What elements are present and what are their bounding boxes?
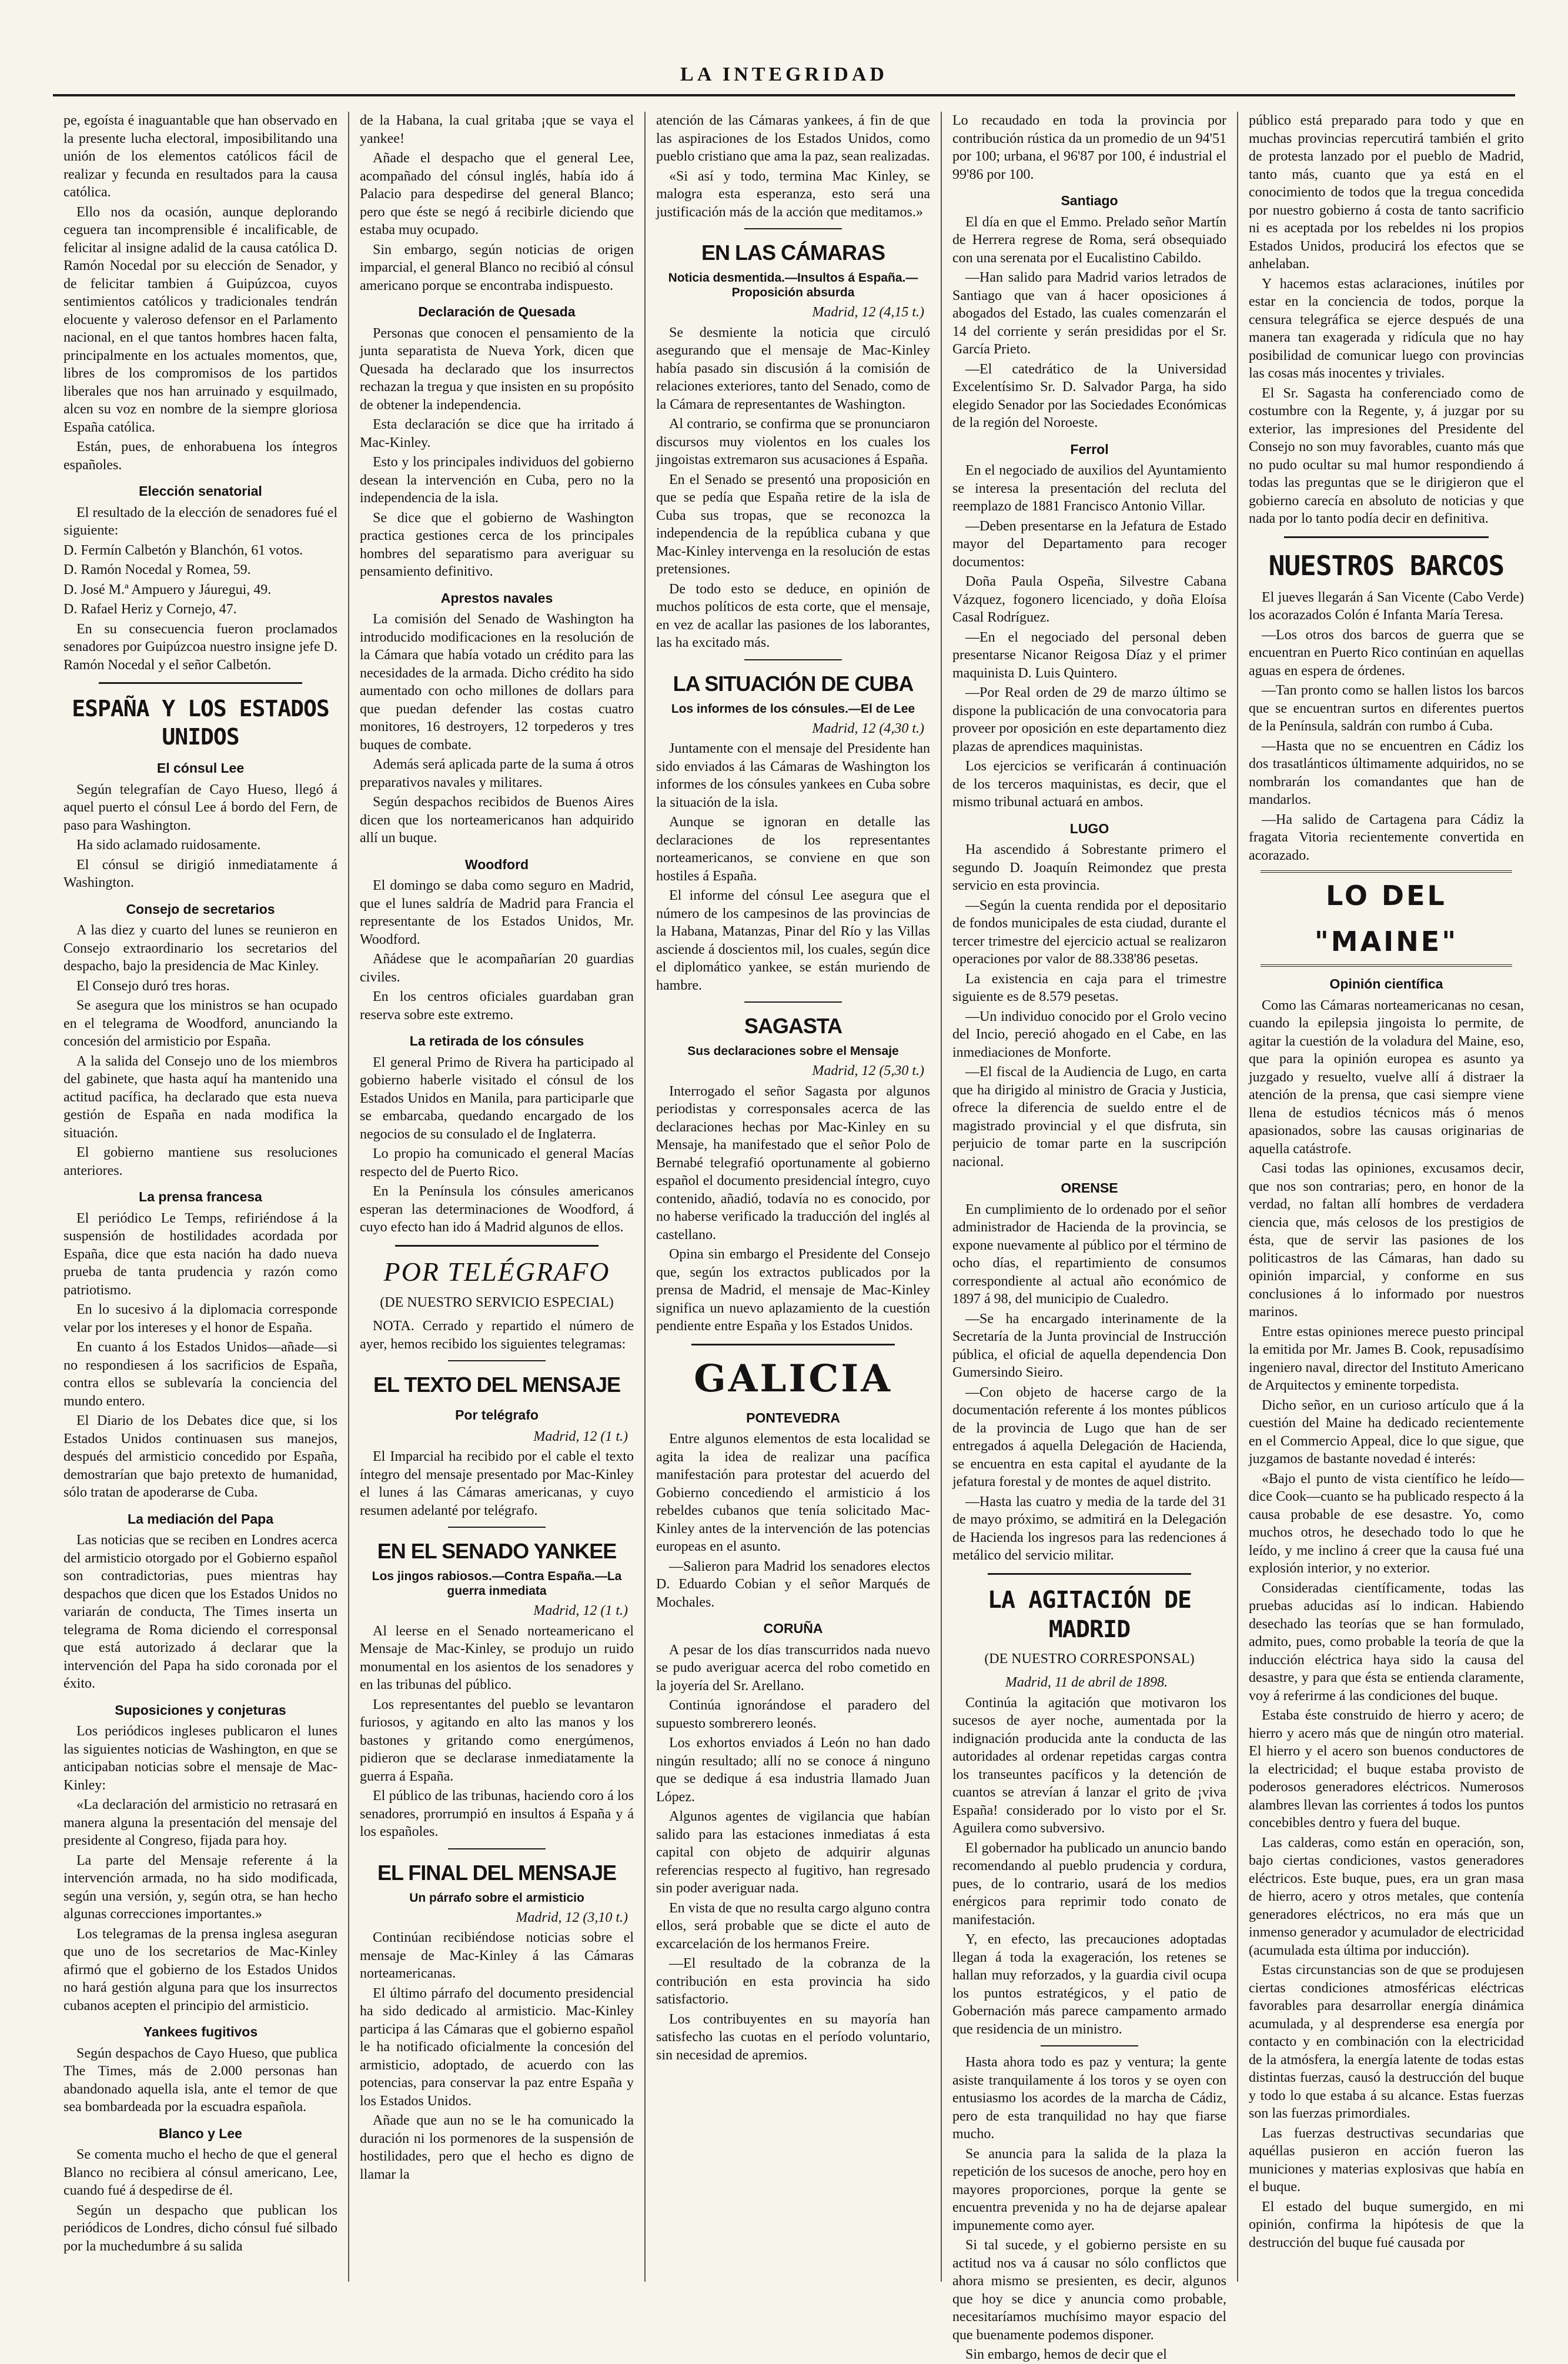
subheading: Santiago [1061,193,1118,208]
section-heading: SAGASTA [744,1014,842,1038]
paragraph: El último párrafo del documento presidencial ha sido dedicado al armisticio. Mac-Kinley participa á las Cámaras que el gobierno español le ha notificado oficialmente la concesión del armisticio, adoptado, de acuerdo con las potencias, para conservar la paz entre España y los Estados Unidos. [360,1985,634,2109]
section-heading: LA SITUACIÓN DE CUBA [673,671,914,696]
section-heading: EN EL SENADO YANKEE [377,1539,617,1563]
paragraph: En su consecuencia fueron proclamados senadores por Guipúzcoa nuestro insigne jefe D. Ramón Nocedal y el señor Calbetón. [63,621,337,673]
section-heading: GALICIA [694,1356,892,1401]
paragraph: En el negociado de auxilios del Ayuntamiento se interesa la presentación del recluta del reemplazo de 1881 Francisco Antonio Villar. [952,463,1226,514]
divider [395,1245,599,1247]
paragraph: Los exhortos enviados á León no han dado ningún resultado; allí no se conoce á ninguno que se dedique á esa industria llamado Juan López. [656,1735,930,1805]
subheading: Un párrafo sobre el armisticio [409,1891,584,1905]
paragraph: —Según la cuenta rendida por el depositario de fondos municipales de esta ciudad, durante el tercer trimestre del ejercicio actual se realizaron operaciones por valor de 88.338'86 pesetas. [952,897,1226,967]
paragraph: Según un despacho que publican los periódicos de Londres, dicho cónsul fué silbado por la muchedumbre á su salida [63,2202,337,2254]
paragraph: A las diez y cuarto del lunes se reunieron en Consejo extraordinario los secretarios del despacho, bajo la presidencia de Mac Kinley. [63,923,337,974]
subheading: Woodford [464,856,529,872]
dateline: Madrid, 11 de abril de 1898. [1005,1675,1168,1690]
paragraph: atención de las Cámaras yankees, á fin de que las aspiraciones de los Estados Unidos, como pueblo cristiano que ama la paz, sean realizadas. [656,113,930,164]
subheading: Sus declaraciones sobre el Mensaje [687,1044,899,1058]
paragraph: —Los otros dos barcos de guerra que se encuentran en Puerto Rico continúan en aquellas aguas en espera de órdenes. [1249,627,1524,679]
paragraph: Se asegura que los ministros se han ocupado en el telegrama de Woodford, anunciando la concesión del armisticio por España. [63,998,337,1049]
vote-line: D. Fermín Calbetón y Blanchón, 61 votos. [63,542,303,558]
column-3 [646,112,942,2282]
subheading: Noticia desmentida.—Insultos á España.—Proposición absurda [668,271,918,299]
paragraph: Continúan recibiéndose noticias sobre el mensaje de Mac-Kinley á las Cámaras norteamericanas. [360,1930,634,1981]
paragraph: Sin embargo, hemos de decir que el [965,2347,1167,2362]
vote-line: D. Ramón Nocedal y Romea, 59. [63,562,251,577]
paragraph: —En el negociado del personal deben presentarse Nicanor Reigosa Díaz y el primer maquinista D. Luis Quintero. [952,629,1226,681]
paragraph: Están, pues, de enhorabuena los íntegros españoles. [63,439,337,473]
paragraph: El Consejo duró tres horas. [76,978,230,994]
paragraph: El resultado de la elección de senadores fué el siguiente: [63,505,337,538]
paragraph: Según despachos recibidos de Buenos Aires dicen que los norteamericanos han adquirido allí un buque. [360,794,634,846]
divider [744,659,842,660]
newspaper-title: LA INTEGRIDAD [680,64,888,85]
paragraph: El público de las tribunas, haciendo coro á los senadores, prorrumpió en insultos á España y á los españoles. [360,1788,634,1839]
paragraph: —Ha salido de Cartagena para Cádiz la fragata Vitoria recientemente convertida en acorazado. [1249,812,1524,863]
subheading: La retirada de los cónsules [409,1033,584,1049]
column-4 [942,112,1238,2362]
paragraph: El día en que el Emmo. Prelado señor Martín de Herrera regrese de Roma, será obsequiado con una serenata por el Eucalistino Cabildo. [952,214,1226,266]
divider [1284,536,1489,538]
paragraph: Se desmiente la noticia que circuló asegurando que el mensaje de Mac-Kinley había pasado sin discusión á la comisión de relaciones exteriores, tanto del Senado, como de la Cámara de representantes de Washington. [656,325,930,412]
paragraph: Los periódicos ingleses publicaron el lunes las siguientes noticias de Washington, en que se anticipaban noticias sobre el mensaje de Mac-Kinley: [63,1724,337,1793]
paragraph: En cumplimiento de lo ordenado por el señor administrador de Hacienda de la provincia, se expone nuevamente al público por el término de ocho días, el repartimiento de consumos correspondiente al actual año económico de 1897 á 98, del municipio de Cualedro. [952,1201,1226,1307]
paragraph: Y hacemos estas aclaraciones, inútiles por estar en la conciencia de todos, porque la censura telegráfica se ejerce después de una manera tan exagerada y ridícula que no hay posibilidad de comunicar luego con provincias las cosas más inocentes y triviales. [1249,276,1524,381]
paragraph: —Con objeto de hacerse cargo de la documentación referente á los montes públicos de la provincia de Lugo que han de ser entregados á aquella Delegación de Hacienda, se encuentra en esta capital el ayudante de la jefatura forestal y de montes de aquel distrito. [952,1384,1226,1490]
divider [448,1848,546,1849]
paragraph: de la Habana, la cual gritaba ¡que se vaya el yankee! [360,113,634,146]
paragraph: Al leerse en el Senado norteamericano el Mensaje de Mac-Kinley, se produjo un ruido monumental en los asientos de los senadores y en las tribunas del público. [360,1623,634,1692]
paragraph: Las calderas, como están en operación, son, bajo ciertas condiciones, vastos generadores eléctricos. Este buque, pues, era un gran masa de hierro, acero y otros metales, que contenía generadores eléctricos, no era más que un inmenso generador y acumulador de electricidad (acumulada esta última por inducción). [1249,1835,1524,1958]
paragraph: En lo sucesivo á la diplomacia corresponde velar por los intereses y el honor de España. [63,1302,337,1335]
divider [691,1344,895,1345]
section-heading: LA AGITACIÓN DE MADRID [987,1586,1192,1643]
paragraph: Según despachos de Cayo Hueso, que publica The Times, más de 2.000 personas han abandonado aquella isla, ante el temor de que sea bombardeada por la escuadra española. [63,2045,337,2115]
subheading: Blanco y Lee [159,2125,242,2141]
paragraph: —Un individuo conocido por el Grolo vecino del Incio, pereció ahogado en el Cabe, en las inmediaciones de Monforte. [952,1009,1226,1060]
paragraph: Los telegramas de la prensa inglesa aseguran que uno de los secretarios de Mac-Kinley afirmó que el gobierno de los Estados Unidos no hará gestión alguna para que los insurrectos cubanos acepten el principio del armisticio. [63,1926,337,2014]
paragraph: —Hasta las cuatro y media de la tarde del 31 de mayo próximo, se admitirá en la Delegación de Hacienda los ingresos para las redenciones á metálico del servicio militar. [952,1494,1226,1563]
paragraph: —Hasta que no se encuentren en Cádiz los dos trasatlánticos últimamente adquiridos, no se nombrarán los comandantes que han de mandarlos. [1249,738,1524,807]
subheading: Los informes de los cónsules.—El de Lee [671,702,915,716]
paragraph: Entre estas opiniones merece puesto principal la emitida por Mr. James B. Cook, repusadísimo ingeniero naval, director del Instituto Americano de Arquitectos y eminente torpedista. [1249,1324,1524,1393]
paragraph: Consideradas científicamente, todas las pruebas aducidas así lo indican. Habiendo desechado las teorías que se han formulado, admito, pues, como probable la teoría de que la inducción eléctrica haya sido la causa del desastre, y para que ésta se entienda claramente, voy á referirme á las condiciones del buque. [1249,1580,1524,1704]
paragraph: Al contrario, se confirma que se pronunciaron discursos muy violentos en los cuales los jingoistas extremaron sus acusaciones á España. [656,416,930,468]
paragraph: Añádese que le acompañarían 20 guardias civiles. [360,951,634,985]
paragraph: —Salieron para Madrid los senadores electos D. Eduardo Cobian y el señor Marqués de Mochales. [656,1558,930,1610]
paragraph: Se anuncia para la salida de la plaza la repetición de los sucesos de anoche, pero hoy en mayores proporciones, porque la gente se encuentra prevenida y no ha de dejarse apalear impunemente como ayer. [952,2146,1226,2233]
section-heading: POR TELÉGRAFO [383,1256,610,1287]
paragraph: Añade que aun no se le ha comunicado la duración ni los pormenores de la suspensión de hostilidades, pero que el hecho es digno de llamar la [360,2113,634,2182]
subheading: ORENSE [1061,1180,1118,1196]
section-heading: LO DEL "MAINE" [1261,870,1512,967]
dateline: Madrid, 12 (4,30 t.) [812,720,924,736]
column-1 [53,112,349,2282]
subheading: LUGO [1069,820,1109,836]
paragraph: —Deben presentarse en la Jefatura de Estado mayor del Departamento para recoger documentos: [952,518,1226,570]
paragraph: El domingo se daba como seguro en Madrid, que el lunes saldría de Madrid para Francia el representante de los Estados Unidos, Mr. Woodford. [360,878,634,947]
dateline: Madrid, 12 (4,15 t.) [812,305,924,320]
paragraph: Y, en efecto, las precauciones adoptadas llegan á toda la exageración, los retenes se hallan muy reforzados, y la guardia civil ocupa los puntos estratégicos, y el patio de Gobernación más parece campamento armado que residencia de un ministro. [952,1932,1226,2037]
masthead [53,59,1515,96]
paragraph: Se dice que el gobierno de Washington practica gestiones cerca de los principales hombres del separatismo para averiguar su pensamiento definitivo. [360,510,634,579]
paragraph: Personas que conocen el pensamiento de la junta separatista de Nueva York, dicen que Quesada ha declarado que los insurrectos rechazan la tregua y que insisten en su propósito de obtener la independencia. [360,325,634,413]
paragraph: «Bajo el punto de vista científico he leído—dice Cook—cuanto se ha publicado respecto á la causa probable de ese desastre. Yo, como muchos otros, he desechado todo lo que he leído, y me inclino á creer que la causa fué una explosión interior, y no exterior. [1249,1471,1524,1576]
paragraph: Ha sido aclamado ruidosamente. [76,837,261,853]
section-subtitle: (DE NUESTRO SERVICIO ESPECIAL) [380,1294,614,1310]
subheading: La mediación del Papa [128,1511,273,1527]
paragraph: El Sr. Sagasta ha conferenciado como de costumbre con la Regente, y, á juzgar por su exterior, las impresiones del Presidente del Consejo no son muy favorables, cuanto más que no pudo ocultar su mal humor respondiendo á todas las preguntas que se le dirigieron que el gobierno carecía en absoluto de noticias y que nada por lo tanto podía decir en definitiva. [1249,385,1524,526]
paragraph: Opina sin embargo el Presidente del Consejo que, según los extractos publicados por la prensa de Madrid, el mensaje de Mac-Kinley significa un nuevo aplazamiento de la cuestión pendiente entre España y los Estados Unidos. [656,1247,930,1334]
vote-line: D. Rafael Heriz y Cornejo, 47. [63,602,237,617]
paragraph: Si tal sucede, y el gobierno persiste en su actitud nos va á causar no sólo conflictos que ahora mismo se presienten, es decir, algunos que hoy se dice y anuncia como probable, necesitaríamos muchísimo mayor espacio del que buenamente podemos disponer. [952,2238,1226,2343]
paragraph: El jueves llegarán á San Vicente (Cabo Verde) los acorazados Colón é Infanta María Teresa. [1249,589,1524,623]
section-heading: NUESTROS BARCOS [1268,549,1505,582]
dateline: Madrid, 12 (1 t.) [533,1428,628,1444]
paragraph: La comisión del Senado de Washington ha introducido modificaciones en la resolución de la Cámara que había votado un crédito para las necesidades de la armada. Dicho crédito ha sido aumentado con ocho millones de dollars para que puedan defender las costas cuatro monitores, 16 destroyers, 12 torpederos y tres buques de combate. [360,612,634,753]
dateline: Madrid, 12 (3,10 t.) [516,1909,628,1925]
subheading: Yankees fugitivos [143,2024,258,2039]
paragraph: En el Senado se presentó una proposición en que se pedía que España retire de la isla de Cuba sus tropas, que se reconozca la independencia de la república cubana y que Mac-Kinley intervenga en la resolución de estas pretensiones. [656,472,930,577]
paragraph: En cuanto á los Estados Unidos—añade—si no respondiesen á los sacrificios de España, contra ellos se sublevaría la conciencia del mundo entero. [63,1340,337,1409]
column-2 [349,112,646,2282]
subheading: CORUÑA [763,1621,823,1636]
paragraph: Además será aplicada parte de la suma á otros preparativos navales y militares. [360,757,634,790]
paragraph: A la salida del Consejo uno de los miembros del gabinete, que hasta aquí ha mantenido una actitud pacífica, ha declarado que esta nueva gestión de España en nada modifica la situación. [63,1053,337,1141]
paragraph: Como las Cámaras norteamericanas no cesan, cuando la epilepsia jingoista lo permite, de agitar la cuestión de la voladura del Maine, eso, que para la opinión europea es asunto ya juzgado y resuelto, vuelve allí á distraer la atención de la prensa, que casi siempre viene llena de estudios técnicos más ó menos apasionados, sobre las causas originarias de aquella catástrofe. [1249,997,1524,1157]
paragraph: Según telegrafían de Cayo Hueso, llegó á aquel puerto el cónsul Lee á bordo del Fern, de paso para Washington. [63,782,337,833]
divider [448,1360,546,1361]
subheading: Consejo de secretarios [126,901,275,917]
paragraph: Lo propio ha comunicado el general Macías respecto del de Puerto Rico. [360,1146,634,1180]
columns [53,112,1534,2362]
paragraph: En vista de que no resulta cargo alguno contra ellos, será probable que se dicte el auto de excarcelación de los hermanos Freire. [656,1900,930,1952]
paragraph: El general Primo de Rivera ha participado al gobierno haberle visitado el cónsul de los Estados Unidos en Manila, para participarle que se embarcaba, quedando encargado de los negocios de su consulado el de Inglaterra. [360,1054,634,1142]
paragraph: El cónsul se dirigió inmediatamente á Washington. [63,857,337,890]
dateline: Madrid, 12 (5,30 t.) [812,1063,924,1079]
paragraph: Hasta ahora todo es paz y ventura; la gente asiste tranquilamente á los toros y se oyen con entusiasmo los acordes de la marcha de Cádiz, pero de esta tranquilidad no hay que fiarse mucho. [952,2055,1226,2142]
paragraph: Estas circunstancias son de que se produjesen ciertas condiciones atmosféricas eléctricas favorables para desarrollar energía dinámica acumulada, y al desprenderse esa energía por contacto y en combinación con la electricidad de la atmósfera, la energía latente de todas estas distintas fuerzas, causó la destrucción del buque y todo lo que estaba á su alcance. Estas fuerzas son las fuerzas primordiales. [1249,1962,1524,2121]
paragraph: A pesar de los días transcurridos nada nuevo se pudo averiguar acerca del robo cometido en la joyería del Sr. Arellano. [656,1642,930,1694]
paragraph: —Se ha encargado interinamente de la Secretaría de la Junta provincial de Instrucción pública, el oficial de aquella dependencia Don Gumersindo Sieiro. [952,1311,1226,1380]
paragraph: Interrogado el señor Sagasta por algunos periodistas y corresponsales acerca de las declaraciones hechas por Mac-Kinley en su Mensaje, ha manifestado que el señor Polo de Bernabé telegrafió oportunamente al gobierno español el documento presidencial íntegro, cuyo contenido, añadió, todavía no es conocido, por no haberse verificado la traducción del inglés al castellano. [656,1083,930,1243]
paragraph: El Imparcial ha recibido por el cable el texto íntegro del mensaje presentado por Mac-Kinley el lunes á las Cámaras americanas, y cuyo resumen adelanté por telégrafo. [360,1449,634,1518]
paragraph: El gobierno mantiene sus resoluciones anteriores. [63,1145,337,1178]
paragraph: Casi todas las opiniones, excusamos decir, que nos son contrarias; pero, en honor de la verdad, no faltan allí hombres de verdadera ciencia que, más celosos de los prestigios de ésta, que de servir las pasiones de los politicastros de las Cámaras, han dado su opinión imparcial, y conforme en sus conclusiones á lo informado por nuestros marinos. [1249,1161,1524,1320]
section-heading: EL TEXTO DEL MENSAJE [373,1373,621,1397]
paragraph: Continúa la agitación que motivaron los sucesos de ayer noche, aumentada por la indignación producida ante la conducta de las autoridades al ordenar repetidas cargas contra los transeuntes pacíficos y la detención de cuantos se atrevían á lanzar el grito de ¡viva España! considerado por lo visto por el Sr. Aguilera como subversivo. [952,1695,1226,1836]
paragraph: El estado del buque sumergido, en mi opinión, confirma la hipótesis de que la destrucción del buque fué causada por [1249,2199,1524,2251]
subheading: Elección senatorial [139,483,262,499]
section-heading: EN LAS CÁMARAS [701,241,885,265]
divider [744,228,842,229]
paragraph: De todo esto se deduce, en opinión de muchos políticos de esta corte, que el mensaje, en vez de acallar las pasiones de los laborantes, las ha excitado más. [656,581,930,650]
divider [1041,2045,1138,2046]
subheading: Los jingos rabiosos.—Contra España.—La guerra inmediata [372,1570,622,1598]
paragraph: NOTA. Cerrado y repartido el número de ayer, hemos recibido los siguientes telegramas: [360,1318,634,1352]
paragraph: Las noticias que se reciben en Londres acerca del armisticio otorgado por el Gobierno español son contradictorias, pues mientras hay despachos que dicen que los Estados Unidos no variarán de conducta, The Times inserta un telegrama de Roma diciendo el corresponsal que está autorizado á declarar que la intervención del Papa ha sido coronada por el éxito. [63,1532,337,1691]
subheading: Por telégrafo [455,1407,539,1423]
paragraph: El periódico Le Temps, refiriéndose á la suspensión de hostilidades acordada por España, dice que esta nación ha dado nueva prueba de tanta prudencia y razón como patriotismo. [63,1210,337,1298]
paragraph: Dicho señor, en un curioso artículo que á la cuestión del Maine ha dedicado recientemente en el Commercio Appeal, dice lo que sigue, que juzgamos de bastante novedad é interés: [1249,1397,1524,1467]
divider [99,682,302,684]
paragraph: Sin embargo, según noticias de origen imparcial, el general Blanco no recibió al cónsul americano porque se encontraba indispuesto. [360,242,634,293]
paragraph: —El catedrático de la Universidad Excelentísimo Sr. D. Salvador Parga, ha sido elegido Senador por las Sociedades Económicas de la región del Noroeste. [952,361,1226,430]
paragraph: Los representantes del pueblo se levantaron furiosos, y agitando en alto las manos y los bastones y gritando como energúmenos, pidieron que se declarase inmediatamente la guerra á España. [360,1697,634,1784]
paragraph: —El fiscal de la Audiencia de Lugo, en carta que ha dirigido al ministro de Gracia y Justicia, ofrece la diferencia de sueldo entre el de magistrado provincial y el que disfruta, sin perjuicio de tomar parte en la suscripción nacional. [952,1064,1226,1170]
subheading: Declaración de Quesada [418,304,576,319]
paragraph: Aunque se ignoran en detalle las declaraciones de los representantes norteamericanos, se conviene en que son hostiles á España. [656,814,930,884]
paragraph: Los contribuyentes en su mayoría han satisfecho las cuotas en el período voluntario, sin necesidad de apremios. [656,2011,930,2063]
paragraph: En la Península los cónsules americanos esperan las determinaciones de Woodford, á cuyo efecto han ido á Madrid algunos de ellos. [360,1184,634,1235]
paragraph: Entre algunos elementos de esta localidad se agita la idea de realizar una pacífica manifestación para protestar del acuerdo del Gobierno concediendo el armisticio á los rebeldes cubanos que tenía solicitado Mac-Kinley antes de la intervención de las potencias europeas en el asunto. [656,1431,930,1554]
paragraph: Se comenta mucho el hecho de que el general Blanco no recibiera al cónsul americano, Lee, cuando fué á despedirse de él. [63,2147,337,2198]
section-heading: EL FINAL DEL MENSAJE [377,1860,617,1885]
vote-line: D. José M.ª Ampuero y Jáuregui, 49. [63,582,272,597]
paragraph: Las fuerzas destructivas secundarias que aquéllas pusieron en acción fueron las municiones y materias explosivas que había en el buque. [1249,2125,1524,2195]
paragraph: La existencia en caja para el trimestre siguiente es de 8.579 pesetas. [952,971,1226,1004]
paragraph: Ha ascendido á Sobrestante primero el segundo D. Joaquín Reimondez que presta servicio en esta provincia. [952,842,1226,893]
subheading: Ferrol [1070,441,1109,457]
section-subtitle: (DE NUESTRO CORRESPONSAL) [984,1651,1195,1667]
paragraph: —Tan pronto como se hallen listos los barcos que se encuentran surtos en diferentes puertos de la Península, saldrán con rumbo á Cuba. [1249,683,1524,734]
subheading: PONTEVEDRA [746,1410,840,1425]
subheading: El cónsul Lee [156,760,245,776]
paragraph: Lo recaudado en toda la provincia por contribución rústica da un promedio de un 94'51 por 100; urbana, el 96'87 por 100, é industrial el 99'86 por 100. [952,113,1226,182]
column-5 [1238,112,1534,2282]
paragraph: Esto y los principales individuos del gobierno desean la intervención en Cuba, pero no la independencia de la isla. [360,455,634,506]
paragraph: Los ejercicios se verificarán á continuación de los terceros maquinistas, es decir, que el mismo tribunal actuará en ambos. [952,759,1226,810]
divider [988,1573,1191,1575]
paragraph: El Diario de los Debates dice que, si los Estados Unidos continuasen sus manejos, después del armisticio concedido por España, demostrarían que bajo pretexto de humanidad, sólo tratan de apoderarse de Cuba. [63,1413,337,1500]
paragraph: La parte del Mensaje referente á la intervención armada, no ha sido modificada, según una versión, y, según otra, se han hecho algunas correcciones importantes.» [63,1852,337,1922]
paragraph: «Si así y todo, termina Mac Kinley, se malogra esta esperanza, esto será una justificación más de la acción que meditamos.» [656,168,930,220]
paragraph: público está preparado para todo y que en muchas provincias repercutirá también el grito de protesta lanzado por el pueblo de Madrid, tanto más, cuanto que ya está en el conocimiento de todos que la tregua concedida por nuestro gobierno á costa de tanto sacrificio ni es aceptada por los rebeldes ni los propios Estados Unidos, producirá los efectos que se anhelaban. [1249,113,1524,272]
subheading: La prensa francesa [139,1189,262,1204]
paragraph: El informe del cónsul Lee asegura que el número de los campesinos de las provincias de la Habana, Matanzas, Pinar del Río y las Villas asciende á doscientos mil, los cuales, según dice el diplomático yankee, se están muriendo de hambre. [656,888,930,993]
paragraph: Añade el despacho que el general Lee, acompañado del cónsul inglés, había ido á Palacio para despedirse del general Blanco; pero que éste se negó á recibirle diciendo que estaba muy ocupado. [360,151,634,238]
paragraph: Estaba éste construido de hierro y acero; de hierro y acero más que de ningún otro material. El hierro y el acero son buenos conductores de la electricidad; el buque estaba provisto de poderosos generadores eléctricos. Numerosos alambres llevan las corrientes á todos los puntos concebibles dentro y fuera del buque. [1249,1708,1524,1831]
subheading: Suposiciones y conjeturas [115,1702,286,1718]
paragraph: Doña Paula Ospeña, Silvestre Cabana Vázquez, fogonero licenciado, y doña Eloísa Casal Rodríguez. [952,574,1226,625]
paragraph: Juntamente con el mensaje del Presidente han sido enviados á las Cámaras de Washington los informes de los cónsules yankees en Cuba sobre la situación de la isla. [656,741,930,810]
paragraph: En los centros oficiales guardaban gran reserva sobre este extremo. [360,989,634,1023]
section-heading: ESPAÑA Y LOS ESTADOS UNIDOS [72,696,329,750]
subheading: Aprestos navales [440,590,553,606]
dateline: Madrid, 12 (1 t.) [533,1603,628,1618]
paragraph: «La declaración del armisticio no retrasará en manera alguna la presentación del mensaje del presidente al Congreso, fijada para hoy. [63,1797,337,1848]
divider [448,1527,546,1528]
paragraph: Algunos agentes de vigilancia que habían salido para las estaciones inmediatas á esta capital con objeto de adquirir algunas referencias respecto al fugitivo, han regresado sin poder averiguar nada. [656,1809,930,1896]
paragraph: Esta declaración se dice que ha irritado á Mac-Kinley. [360,417,634,450]
paragraph: pe, egoísta é inaguantable que han observado en la presente lucha electoral, imposibilitando una unión de los elementos católicos fácil de realizar y fecunda en resultados para la causa católica. [63,113,337,200]
divider [744,1001,842,1003]
paragraph: Continúa ignorándose el paradero del supuesto sombrerero leonés. [656,1698,930,1731]
paragraph: Ello nos da ocasión, aunque deplorando ceguera tan incomprensible é incalificable, de felicitar al insigne adalid de la causa católica D. Ramón Nocedal por su elección de Senador, y de felicitar tambien á Guipúzcoa, cuyos sentimientos católicos y tradicionales tendrán elocuente y valeroso defensor en el Parlamento nacional, en el que tantos hombres hacen falta, principalmente en los actuales momentos, que, libres de los compromisos de los partidos liberales que nos han arruinado y esquilmado, alcen su voz en nombre de la siempre gloriosa España católica. [63,204,337,435]
paragraph: —El resultado de la cobranza de la contribución en esta provincia ha sido satisfactorio. [656,1956,930,2007]
subheading: Opinión científica [1329,976,1443,991]
paragraph: —Han salido para Madrid varios letrados de Santiago que van á hacer oposiciones á abogados del Estado, las cuales comenzarán el 14 del corriente y serán presididas por el Sr. García Prieto. [952,270,1226,357]
paragraph: El gobernador ha publicado un anuncio bando recomendando al pueblo prudencia y cordura, pues, de lo contrario, usará de los medios enérgicos para reprimir todo conato de manifestación. [952,1840,1226,1928]
paragraph: —Por Real orden de 29 de marzo último se dispone la publicación de una convocatoria para proveer por oposición en este departamento diez plazas de aprendices maquinistas. [952,685,1226,754]
